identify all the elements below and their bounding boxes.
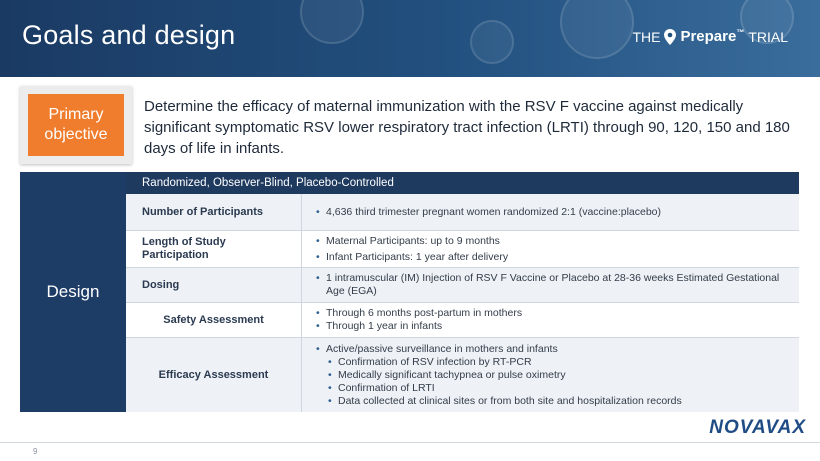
logo-prepare: Prepare™: [680, 28, 745, 45]
list-item: • Through 1 year in infants: [316, 320, 443, 332]
table-row: [126, 338, 799, 412]
table-row: [126, 303, 799, 338]
page-number: 9: [33, 447, 38, 456]
novavax-logo: NOVAVAX: [709, 417, 806, 438]
row-content: [302, 303, 799, 337]
row-content: [302, 231, 799, 267]
table-row: [126, 231, 799, 268]
list-item: • Confirmation of RSV infection by RT-PCR: [328, 355, 532, 368]
title-banner: [0, 0, 820, 77]
list-item: • Active/passive surveillance in mothers and infants: [316, 342, 558, 355]
design-label: Design: [20, 172, 126, 412]
list-item: • Through 6 months post-partum in mothers: [316, 307, 523, 319]
primary-objective-text: Determine the efficacy of maternal immunization with the RSV F vaccine against medically significant symptomatic RSV lower respiratory tract infection (LRTI) through 90, 120, 150 and 180 days of life in infants.: [144, 98, 790, 157]
page-title: Goals and design: [22, 20, 236, 50]
objective-label-line2: objective: [44, 126, 108, 143]
list-item: • Data collected at clinical sites or from both site and hospitalization records: [328, 394, 682, 407]
logo-trial: TRIAL: [748, 28, 788, 45]
table-row: [126, 194, 799, 231]
row-label: Dosing: [126, 268, 302, 302]
list-item: • Infant Participants: 1 year after delivery: [316, 250, 509, 263]
table-row: [126, 268, 799, 303]
primary-objective-badge: [20, 86, 132, 164]
list-item: • Confirmation of LRTI: [328, 381, 435, 394]
row-label: Number of Participants: [126, 194, 302, 230]
row-content: [302, 338, 799, 412]
objective-label-line1: Primary: [48, 106, 104, 123]
primary-objective-label: [28, 94, 124, 156]
footer-divider: [0, 442, 820, 443]
list-item: • Maternal Participants: up to 9 months: [316, 234, 500, 247]
list-item: • 1 intramuscular (IM) Injection of RSV F Vaccine or Placebo at 28-36 weeks Estimated Gestational Age (EGA): [316, 272, 780, 297]
row-content: [302, 194, 799, 230]
location-pin-icon: [664, 29, 676, 45]
logo-the: THE: [632, 28, 661, 45]
row-label: Length of Study Participation: [126, 231, 302, 267]
row-content: [302, 268, 799, 302]
row-label: Safety Assessment: [126, 303, 302, 337]
prepare-trial-logo: [632, 28, 788, 45]
list-item: • Medically significant tachypnea or pulse oximetry: [328, 368, 566, 381]
design-table-header: Randomized, Observer-Blind, Placebo-Controlled: [126, 172, 799, 194]
list-item: • 4,636 third trimester pregnant women randomized 2:1 (vaccine:placebo): [316, 205, 662, 218]
row-label: Efficacy Assessment: [126, 338, 302, 412]
